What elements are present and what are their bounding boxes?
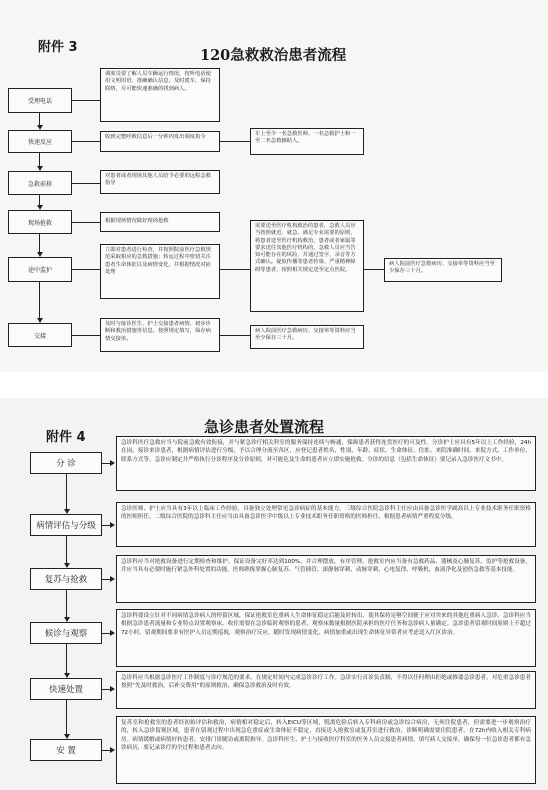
connector-arrow [37,205,43,210]
step-desc-placement: 复苏室和抢救室的患者经初始评估和救治，病情相对稳定后，转入EICU等区域，脱离危险后转入专科病房或急诊综合病房，无须住院患者，但需要进一步观察治疗的，转入急诊留观区域，患者在留观过程中出现急危重症或生命体征不稳定，直接送入抢救室或复苏室进行救治，诊断明确需要住院患者，在72h内收入相关专科病房。病情缓解或病情好转患者，安排门诊随访或离院指导。急诊科医生、护士与接收医疗科室的医务人员交接患者病情，填写病人交接单，确保每一位急诊患者都有急诊病历，要记录诊疗的全过程和患者去向。 [116,716,536,784]
step-desc-handover: 及时与接诊医生、护士交接患者病情、初步诊断和救治措施等信息，按照规定填写，保存病情交接单。 [100,318,220,352]
connector-arrow [110,686,115,692]
connector-arrow [110,522,115,528]
connector-arrow [110,630,115,636]
step-box-placement: 安 置 [30,739,102,761]
step-box-handover: 交接 [8,323,72,347]
connector-line [102,750,110,751]
step-box-first-aid-forward: 急救前移 [8,171,72,195]
connector-arrow [64,617,70,622]
connector-line [72,269,100,270]
connector-line [66,644,67,673]
connector-arrow [37,125,43,130]
connector-line [72,335,100,336]
connector-line [102,463,110,464]
connector-line [39,282,40,318]
connector-arrow [110,576,115,582]
connector-line [39,153,40,166]
connector-line [102,525,110,526]
step-box-waiting-observation: 候诊与观察 [30,622,102,644]
connector-line [66,474,67,509]
connector-line [66,700,67,734]
connector-line [220,335,250,336]
step-desc-rapid-handling: 急诊科应当根据急诊医疗工作制度与诊疗规范的要求，在规定时间内完成急诊诊疗工作。急诊实行首诊负责制，不得以任何理由拒绝或推诿急诊患者，对危重急诊患者按照“先及时救治，后补交费用”的原则救治，确保急诊救治及时有效。 [116,671,536,709]
connector-line [39,195,40,205]
connector-line [102,579,110,580]
step-box-assessment-grading: 病情评估与分级 [30,514,102,536]
page-gap [0,372,548,398]
connector-line [364,269,384,270]
annex3-title: 120急救救治患者流程 [200,47,347,64]
connector-arrow [37,252,43,257]
connector-line [72,222,100,223]
step-desc-triage: 急诊科医疗急救应当与院前急救有效衔接，并与紧急诊疗相关科室的服务保持连续与畅通，保障患者获得连贯医疗的可及性。分诊护士应具有5年以上工作经验，24h在岗，接诊来诊患者，根据病情评估进行分级，予以合理分流至各区，应登记患者姓名、性别、年龄、症状、生命体征、住址、来院准确时间、来院方式、工作单位、联系方式等。急诊应制定并严格执行分诊程序及分诊原则，对可能危及生命的患者应立即实施抢救。分诊的信息（包括生命体征）要记录入急诊医疗文书中。 [116,436,536,491]
step-desc-assessment-grading: 急诊医师、护士应当具有3年以上临床工作经验，具备独立处理常见急诊病症的基本能力。三级综合医院急诊科主任应由具备急诊医学副高以上专业技术职务任职资格的医师担任，二级综合医院的急诊科主任应当由具备急诊医学中级以上专业技术职务任职资格的医师担任，根据患者病情严重程度分级。 [116,502,536,547]
note-records-retention-handover: 病人院前医疗急救病历、交接单等资料应当至少保存三十月。 [250,325,364,349]
connector-line [220,269,250,270]
step-box-resuscitation: 复苏与抢救 [30,568,102,590]
connector-line [102,689,110,690]
annex3-page [0,0,548,372]
note-records-retention: 病人院前医疗急救病历、交接单等资料应当至少保存三十月。 [384,258,502,282]
connector-line [102,633,110,634]
step-desc-waiting-observation: 急诊科要设立针对不同病情急诊病人的停留区域，保证抢救室危重病人生命体征稳定后能及时转出，使其保持足够空间便于应对突来的其他危重病人急诊。急诊科应当根据急诊患者流量和专业特点设置观察床，收住需要在急诊临时观察的患者，观察床数量根据医院承担的医疗任务和急诊病人量确定。急诊患者留观时间原则上不超过72小时。留观期间要求有医护人员定期巡视，观察治疗反应，随时发现病情变化，病情加重或出现生命体征异常者应考虑送入红区诊治。 [116,609,536,667]
step-desc-resuscitation: 急诊科应当对抢救设备进行定期检查和维护，保证设备完好率达到100%，并合理摆放，有序管理。抢救室内应当备有急救药品、器械及心肺复苏、监护等抢救设备，并应当具有必要时施行紧急外科处置的功能。医师熟练掌握心肺复苏、气管插管、深静脉穿刺、动脉穿刺、心电复律、呼吸机、血液净化及创伤急救等基本技能。 [116,555,536,603]
step-desc-quick-response: 收到完整呼救信息后一分钟内发出调度指令 [100,131,220,152]
connector-line [72,100,100,101]
connector-line [220,141,250,142]
step-box-quick-response: 快速反应 [8,130,72,153]
connector-arrow [37,166,43,171]
connector-arrow [64,563,70,568]
connector-line [39,234,40,252]
step-box-rapid-handling: 快速处置 [30,678,102,700]
step-desc-first-aid-forward: 对患者或者现场其他人员给予必要的远程急救指导 [100,170,220,194]
step-box-transport-monitoring: 途中监护 [8,257,72,282]
connector-line [66,590,67,617]
step-desc-transport-monitoring: 立即对患者进行检查，并按照院前医疗急救规范采取相应的急救措施；转运过程中密切关注患者生命体征以及病情变化，并根据情况对症处理 [100,244,220,299]
annex4-page [0,398,548,790]
connector-arrow [64,673,70,678]
note-transfer-rules: 需要送至医疗机构救治的患者，急救人员应当按照就近、就急、满足专业需要的原则，将患者送至医疗机构救治，患者或者家属等要求送往其他医疗机构的，急救人员应当告知可能存在的风险，并通过签字、录音等方式确认。疑似传播等患者传染、严重精神障碍等患者，按照相关规定送至定点医院。 [250,220,364,312]
note-ambulance-staff: 车上至少一名急救医师、一名急救护士和一至二名急救辅助人。 [250,128,364,155]
connector-line [72,141,100,142]
connector-arrow [64,509,70,514]
annex4-title: 急诊患者处置流程 [204,418,325,436]
annex4-label: 附件 4 [46,430,86,445]
step-desc-onsite-rescue: 根据现场情况做好现场抢救 [100,212,220,232]
connector-arrow [64,734,70,739]
connector-arrow [110,460,115,466]
connector-arrow [110,747,115,753]
connector-line [39,113,40,125]
annex3-label: 附件 3 [38,40,78,55]
connector-line [66,536,67,563]
step-box-onsite-rescue: 现场抢救 [8,210,72,234]
step-box-accept-call: 受理电话 [8,88,72,113]
connector-arrow [37,318,43,323]
connector-line [72,183,100,184]
step-desc-accept-call: 调度员要了解人员车辆运行情况，按听电话使用文明用语，准确确认信息，及时派车，保持联络，尽可能快速准确的找到病人。 [100,68,220,122]
step-box-triage: 分 诊 [30,452,102,474]
